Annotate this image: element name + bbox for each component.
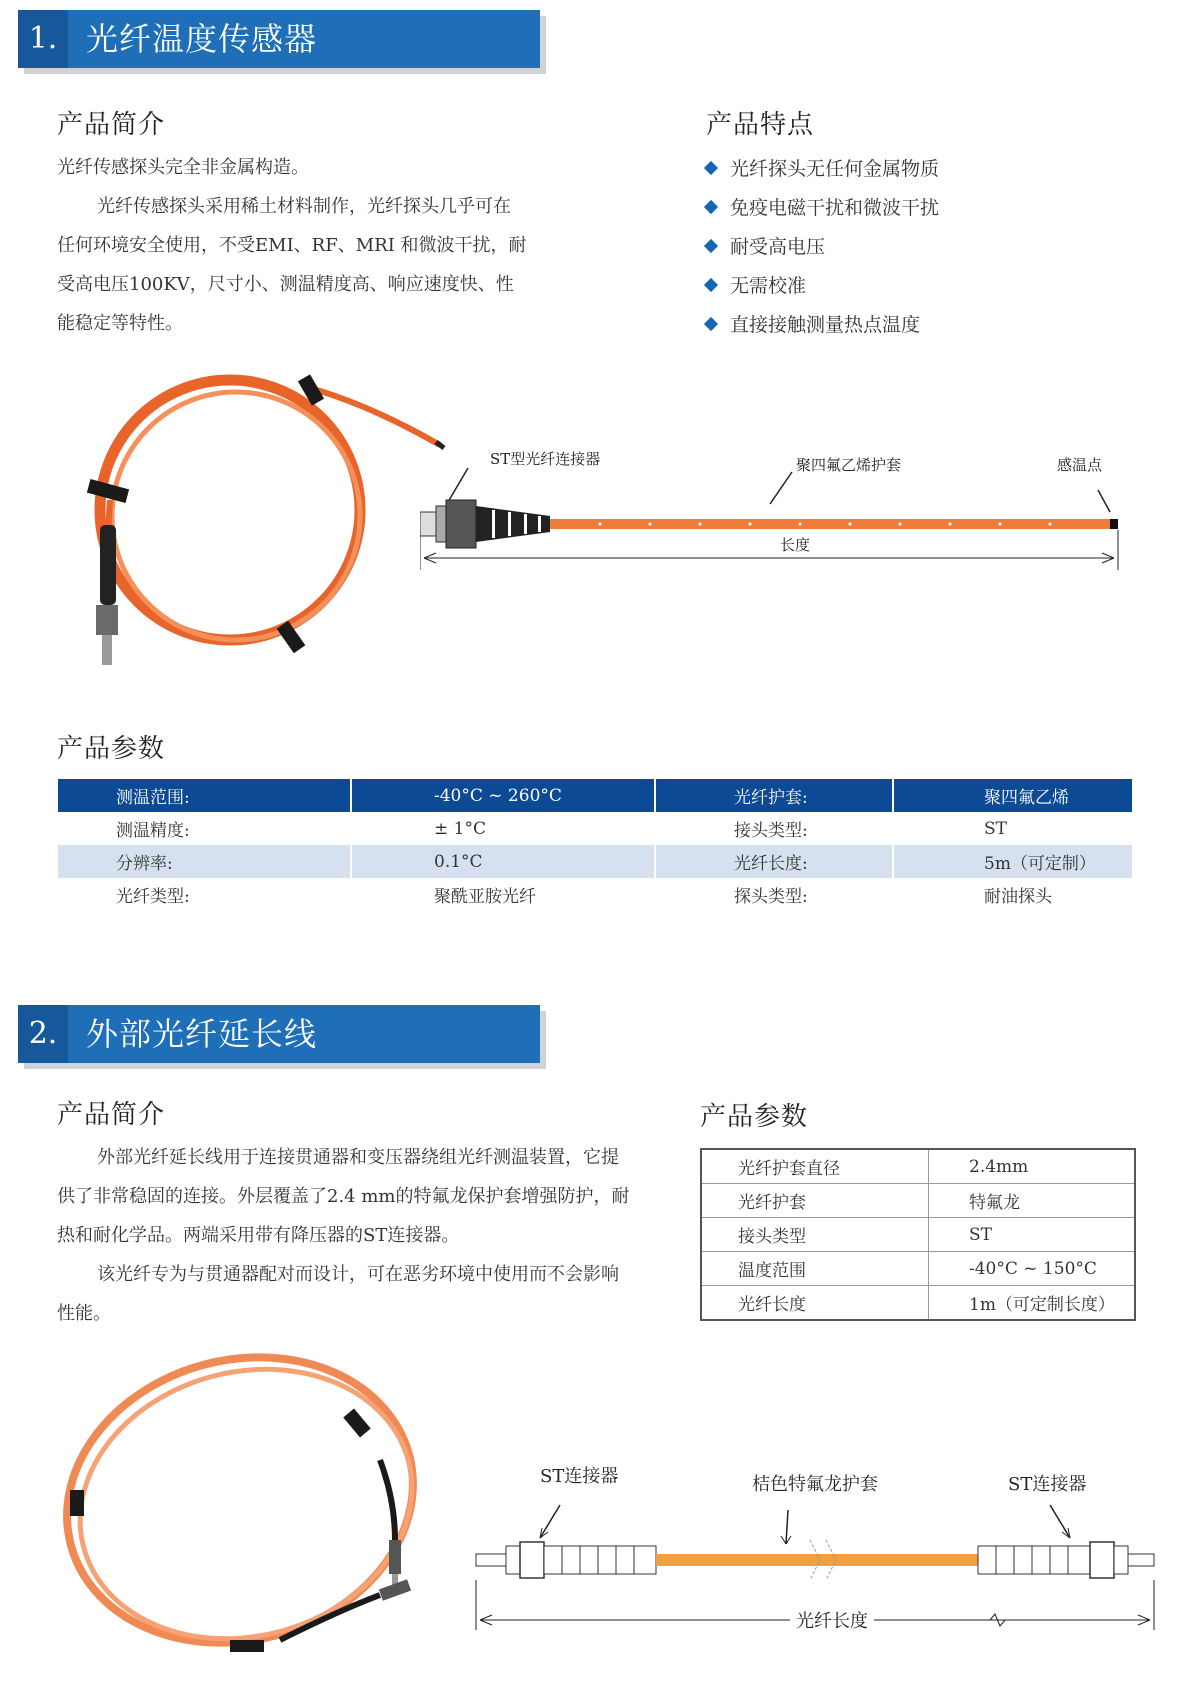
- jacket-label: 桔色特氟龙护套: [752, 1474, 878, 1495]
- param-value: 0.1°C: [351, 845, 655, 878]
- params-table: [700, 1148, 1136, 1321]
- table-row: [701, 1184, 1135, 1218]
- intro-text: [57, 148, 557, 343]
- param-value: ± 1°C: [351, 812, 655, 845]
- feature-item: [706, 189, 939, 228]
- tip-label: 感温点: [1057, 456, 1103, 474]
- diamond-bullet-icon: [704, 161, 718, 175]
- table-row: [58, 779, 1133, 812]
- param-key: 分辨率:: [58, 845, 351, 878]
- intro-line: 该光纤专为与贯通器配对而设计，可在恶劣环境中使用而不会影响: [97, 1264, 619, 1285]
- middle-pointer: [786, 1510, 788, 1544]
- param-value: 特氟龙: [929, 1184, 1136, 1218]
- feature-item: [706, 228, 939, 267]
- param-value: 聚酰亚胺光纤: [351, 878, 655, 911]
- feature-item: [706, 306, 939, 345]
- diamond-bullet-icon: [704, 239, 718, 253]
- right-connector-label: ST连接器: [1008, 1474, 1087, 1495]
- intro-heading: 产品简介: [57, 110, 166, 140]
- param-key: 光纤护套:: [655, 779, 893, 812]
- section2-banner: [18, 1005, 540, 1063]
- table-row: [701, 1252, 1135, 1286]
- diamond-bullet-icon: [704, 200, 718, 214]
- diamond-bullet-icon: [704, 278, 718, 292]
- intro-line: 外部光纤延长线用于连接贯通器和变压器绕组光纤测温装置，它提: [97, 1147, 619, 1168]
- table-row: [58, 812, 1133, 845]
- table-row: [701, 1218, 1135, 1252]
- param-value: 2.4mm: [929, 1149, 1136, 1184]
- features-heading: 产品特点: [706, 110, 815, 140]
- param-key: 光纤护套: [701, 1184, 929, 1218]
- intro-first-line: 光纤传感探头完全非金属构造。: [57, 157, 309, 178]
- param-value: 1m（可定制长度）: [929, 1286, 1136, 1321]
- intro-heading: 产品简介: [57, 1100, 166, 1130]
- intro-line: 受高电压100KV，尺寸小、测温精度高、响应速度快、性: [57, 274, 514, 295]
- connector-pointer: [448, 468, 468, 502]
- left-connector-label: ST连接器: [540, 1466, 619, 1487]
- param-key: 温度范围: [701, 1252, 929, 1286]
- intro-line: 供了非常稳固的连接。外层覆盖了2.4 mm的特氟龙保护套增强防护，耐: [57, 1186, 630, 1207]
- features-list: [706, 150, 939, 345]
- param-value: 5m（可定制）: [893, 845, 1133, 878]
- param-value: -40°C ~ 260°C: [351, 779, 655, 812]
- param-value: -40°C ~ 150°C: [929, 1252, 1136, 1286]
- section-number: 2.: [18, 1005, 68, 1063]
- jacket-label: 聚四氟乙烯护套: [796, 456, 902, 474]
- right-pointer: [1050, 1505, 1070, 1538]
- feature-text: 耐受高电压: [730, 236, 826, 258]
- params-table: [58, 779, 1134, 911]
- sensor-coil-photo: [40, 350, 460, 680]
- feature-text: 无需校准: [730, 275, 807, 297]
- param-value: ST: [929, 1218, 1136, 1252]
- diamond-bullet-icon: [704, 317, 718, 331]
- param-key: 探头类型:: [655, 878, 893, 911]
- param-key: 光纤护套直径: [701, 1149, 929, 1184]
- param-value: 耐油探头: [893, 878, 1133, 911]
- feature-text: 光纤探头无任何金属物质: [730, 158, 940, 180]
- params-heading: 产品参数: [57, 734, 166, 764]
- connector-label: ST型光纤连接器: [490, 450, 601, 468]
- param-key: 测温范围:: [58, 779, 351, 812]
- param-key: 光纤类型:: [58, 878, 351, 911]
- param-key: 光纤长度: [701, 1286, 929, 1321]
- section-title: 外部光纤延长线: [86, 1015, 318, 1053]
- params-heading: 产品参数: [700, 1102, 809, 1132]
- intro-line: 性能。: [57, 1303, 111, 1324]
- extension-cable-photo: [50, 1340, 440, 1670]
- feature-text: 免疫电磁干扰和微波干扰: [730, 197, 940, 219]
- table-row: [701, 1149, 1135, 1184]
- table-row: [701, 1286, 1135, 1321]
- param-key: 接头类型: [701, 1218, 929, 1252]
- table-row: [58, 845, 1133, 878]
- tip-pointer: [1098, 490, 1110, 512]
- left-pointer: [540, 1505, 560, 1538]
- param-value: 聚四氟乙烯: [893, 779, 1133, 812]
- extension-diagram: [470, 1480, 1160, 1660]
- length-label: 长度: [776, 534, 814, 555]
- section-title: 光纤温度传感器: [86, 20, 318, 58]
- intro-line: 光纤传感探头采用稀土材料制作，光纤探头几乎可在: [97, 196, 511, 217]
- intro-line: 任何环境安全使用，不受EMI、RF、MRI 和微波干扰，耐: [57, 235, 527, 256]
- feature-item: [706, 267, 939, 306]
- intro-line: 能稳定等特性。: [57, 313, 183, 334]
- fiber-length-label: 光纤长度: [790, 1607, 874, 1633]
- intro-text: [57, 1138, 667, 1333]
- jacket-pointer: [770, 472, 792, 504]
- param-key: 接头类型:: [655, 812, 893, 845]
- param-key: 测温精度:: [58, 812, 351, 845]
- section-number: 1.: [18, 10, 68, 68]
- table-row: [58, 878, 1133, 911]
- intro-line: 热和耐化学品。两端采用带有降压器的ST连接器。: [57, 1225, 460, 1246]
- param-key: 光纤长度:: [655, 845, 893, 878]
- feature-text: 直接接触测量热点温度: [730, 314, 921, 336]
- section1-banner: [18, 10, 540, 68]
- param-value: ST: [893, 812, 1133, 845]
- feature-item: [706, 150, 939, 189]
